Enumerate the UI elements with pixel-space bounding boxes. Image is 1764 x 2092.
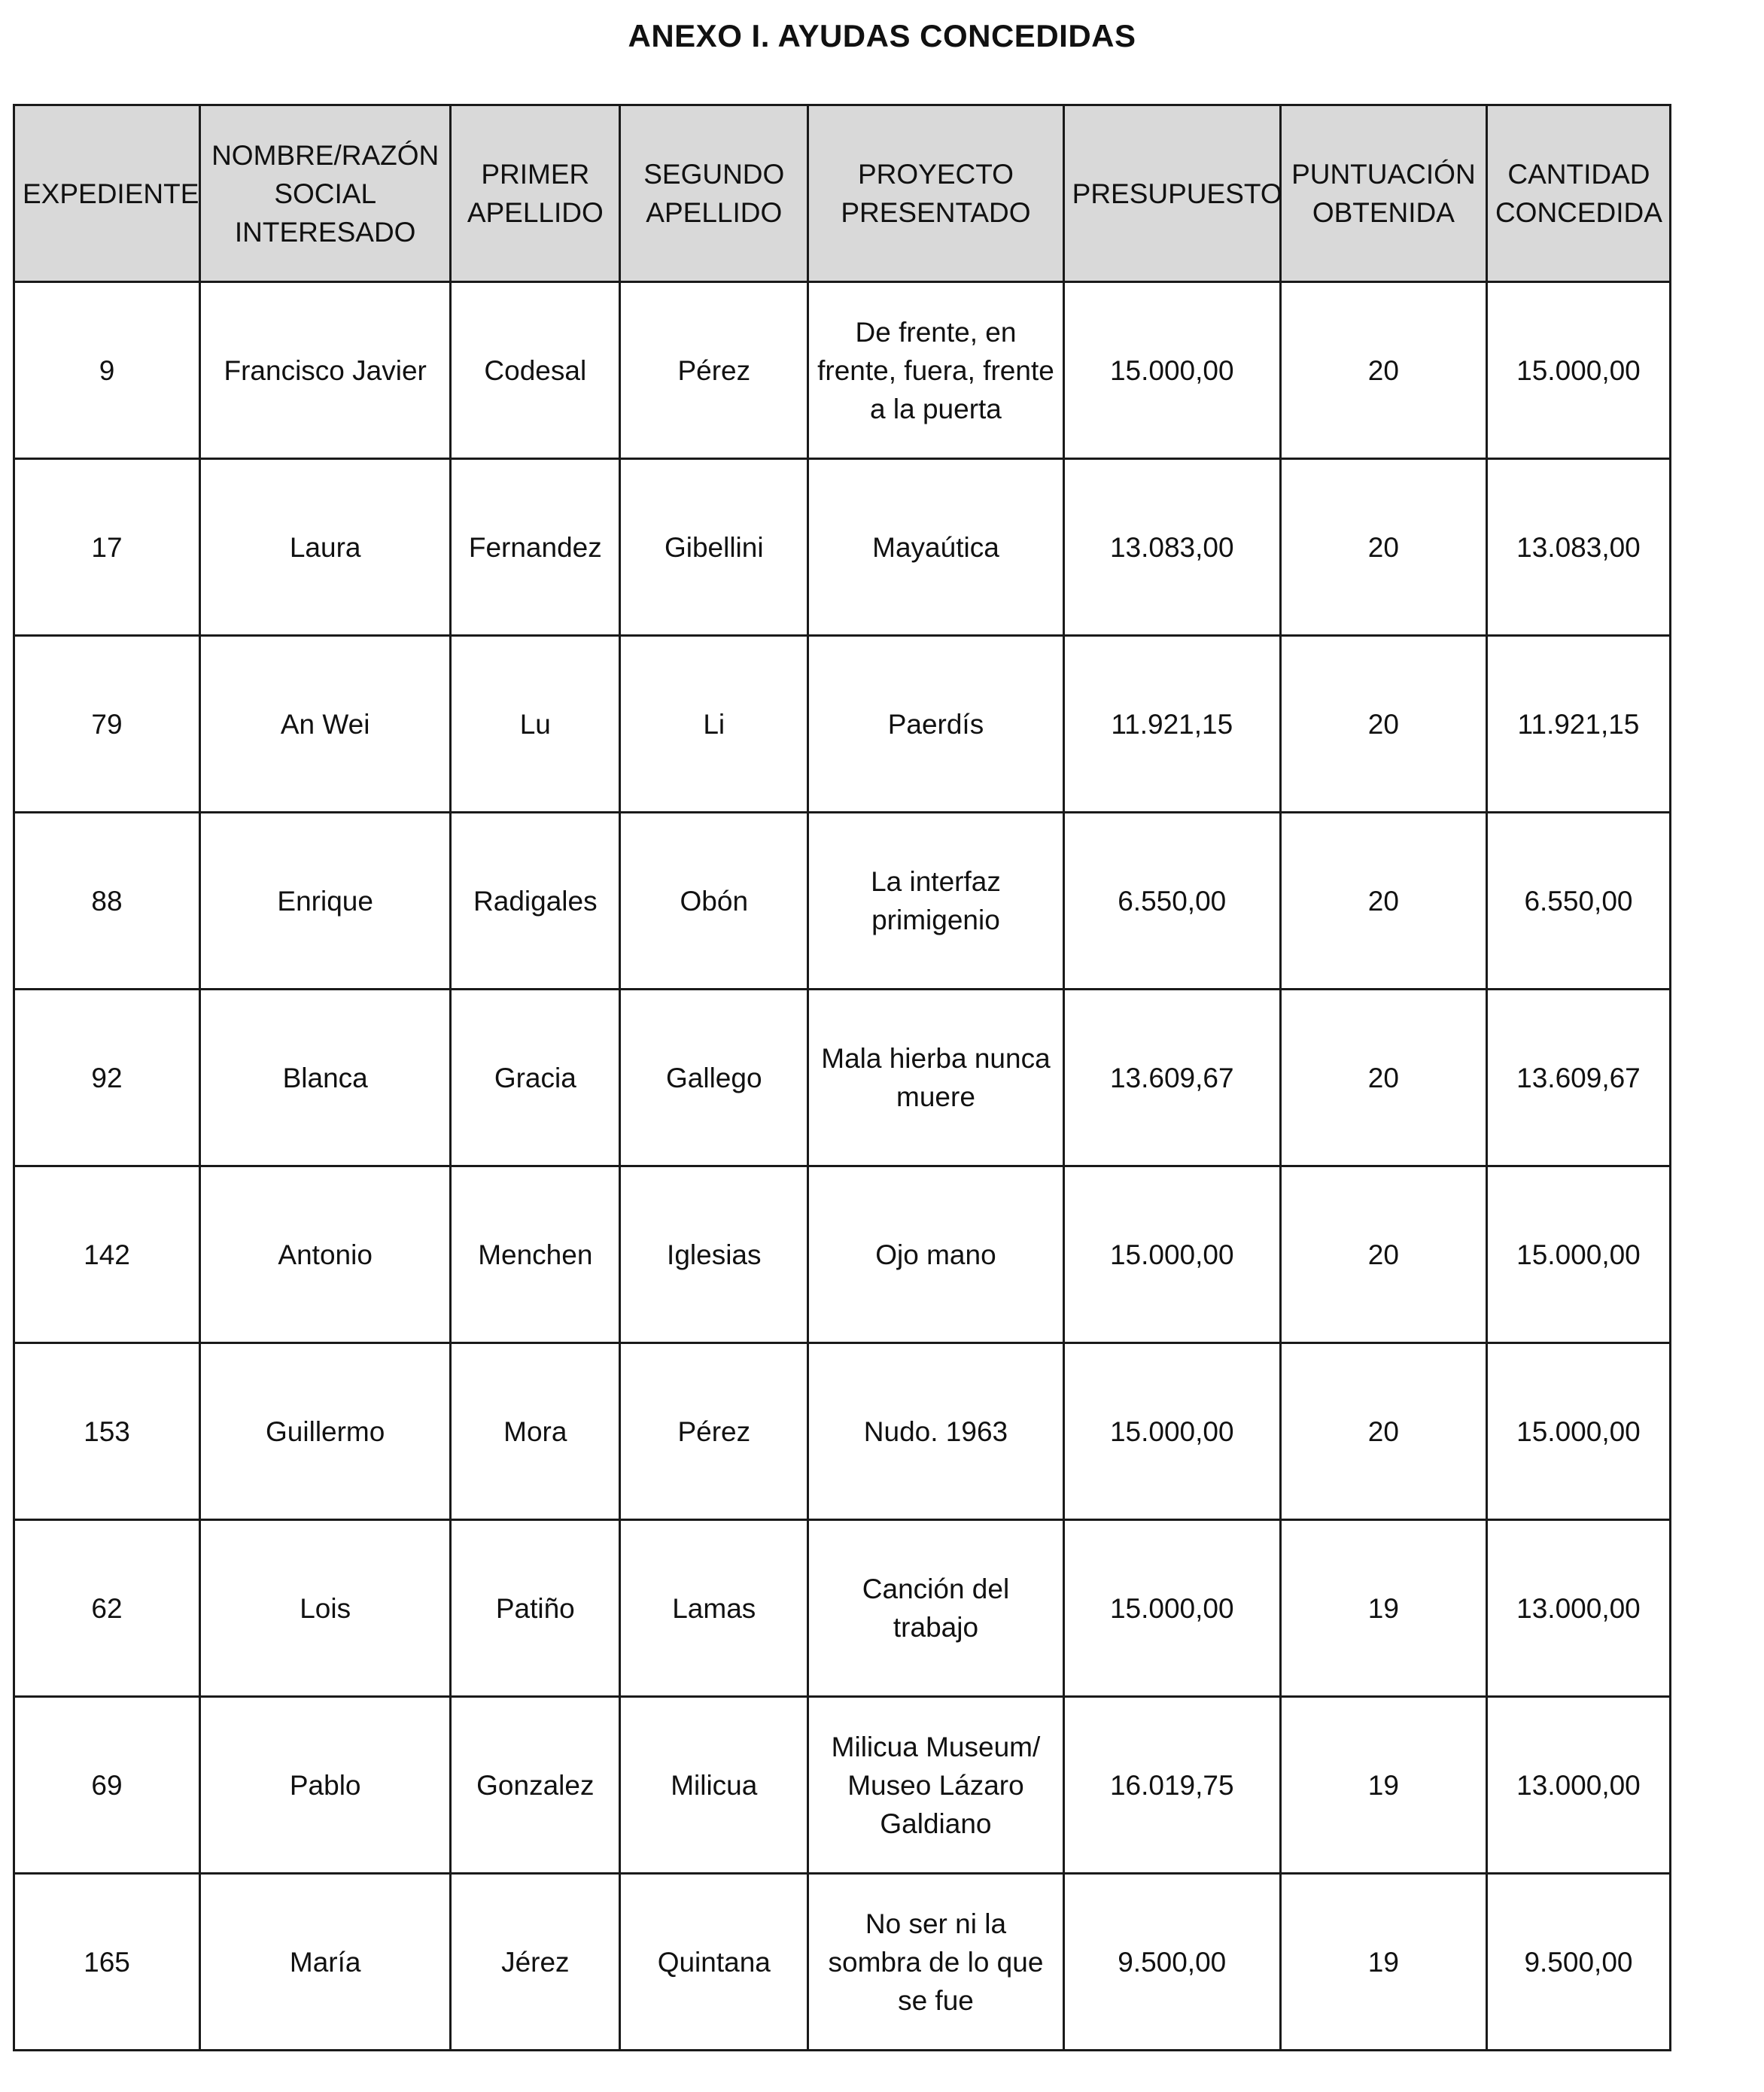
cell-primer-apellido: Gracia: [451, 990, 620, 1166]
cell-nombre: Laura: [200, 459, 451, 636]
table-body: [14, 282, 1671, 2051]
cell-nombre: Blanca: [200, 990, 451, 1166]
cell-proyecto: Nudo. 1963: [808, 1343, 1063, 1520]
cell-cantidad: 9.500,00: [1486, 1874, 1670, 2051]
cell-expediente: 142: [14, 1166, 200, 1343]
cell-expediente: 92: [14, 990, 200, 1166]
table-row: [14, 813, 1671, 990]
cell-puntuacion: 20: [1280, 1166, 1486, 1343]
header-cantidad: CANTIDAD CONCEDIDA: [1486, 105, 1670, 282]
header-expediente: EXPEDIENTE: [14, 105, 200, 282]
cell-puntuacion: 19: [1280, 1697, 1486, 1874]
cell-proyecto: No ser ni la sombra de lo que se fue: [808, 1874, 1063, 2051]
cell-expediente: 62: [14, 1520, 200, 1697]
cell-proyecto: Ojo mano: [808, 1166, 1063, 1343]
cell-proyecto: Mala hierba nunca muere: [808, 990, 1063, 1166]
cell-cantidad: 13.083,00: [1486, 459, 1670, 636]
cell-segundo-apellido: Gallego: [620, 990, 808, 1166]
cell-expediente: 9: [14, 282, 200, 459]
cell-puntuacion: 20: [1280, 813, 1486, 990]
cell-expediente: 79: [14, 636, 200, 813]
cell-primer-apellido: Patiño: [451, 1520, 620, 1697]
cell-cantidad: 13.609,67: [1486, 990, 1670, 1166]
cell-presupuesto: 11.921,15: [1063, 636, 1280, 813]
header-proyecto: PROYECTO PRESENTADO: [808, 105, 1063, 282]
table-row: [14, 1343, 1671, 1520]
cell-segundo-apellido: Milicua: [620, 1697, 808, 1874]
grants-table: [13, 104, 1671, 2051]
header-nombre: NOMBRE/RAZÓN SOCIAL INTERESADO: [200, 105, 451, 282]
cell-expediente: 153: [14, 1343, 200, 1520]
cell-nombre: María: [200, 1874, 451, 2051]
cell-presupuesto: 16.019,75: [1063, 1697, 1280, 1874]
cell-segundo-apellido: Lamas: [620, 1520, 808, 1697]
cell-nombre: An Wei: [200, 636, 451, 813]
cell-primer-apellido: Mora: [451, 1343, 620, 1520]
cell-presupuesto: 6.550,00: [1063, 813, 1280, 990]
cell-expediente: 165: [14, 1874, 200, 2051]
header-primer-apellido: PRIMER APELLIDO: [451, 105, 620, 282]
header-puntuacion: PUNTUACIÓN OBTENIDA: [1280, 105, 1486, 282]
header-row: [14, 105, 1671, 282]
cell-proyecto: Milicua Museum/ Museo Lázaro Galdiano: [808, 1697, 1063, 1874]
cell-proyecto: De frente, en frente, fuera, frente a la puerta: [808, 282, 1063, 459]
cell-nombre: Francisco Javier: [200, 282, 451, 459]
cell-cantidad: 11.921,15: [1486, 636, 1670, 813]
cell-cantidad: 15.000,00: [1486, 1343, 1670, 1520]
cell-primer-apellido: Jérez: [451, 1874, 620, 2051]
cell-primer-apellido: Lu: [451, 636, 620, 813]
cell-segundo-apellido: Obón: [620, 813, 808, 990]
cell-cantidad: 15.000,00: [1486, 282, 1670, 459]
cell-presupuesto: 15.000,00: [1063, 282, 1280, 459]
cell-proyecto: Mayaútica: [808, 459, 1063, 636]
table-header: [14, 105, 1671, 282]
cell-nombre: Lois: [200, 1520, 451, 1697]
cell-presupuesto: 13.609,67: [1063, 990, 1280, 1166]
cell-proyecto: La interfaz primigenio: [808, 813, 1063, 990]
cell-nombre: Pablo: [200, 1697, 451, 1874]
cell-nombre: Antonio: [200, 1166, 451, 1343]
cell-puntuacion: 20: [1280, 459, 1486, 636]
cell-puntuacion: 20: [1280, 990, 1486, 1166]
cell-puntuacion: 20: [1280, 636, 1486, 813]
cell-cantidad: 13.000,00: [1486, 1697, 1670, 1874]
cell-proyecto: Paerdís: [808, 636, 1063, 813]
table-row: [14, 636, 1671, 813]
cell-primer-apellido: Radigales: [451, 813, 620, 990]
cell-nombre: Guillermo: [200, 1343, 451, 1520]
cell-puntuacion: 19: [1280, 1874, 1486, 2051]
header-segundo-apellido: SEGUNDO APELLIDO: [620, 105, 808, 282]
cell-cantidad: 13.000,00: [1486, 1520, 1670, 1697]
table-row: [14, 282, 1671, 459]
table-row: [14, 1520, 1671, 1697]
cell-segundo-apellido: Quintana: [620, 1874, 808, 2051]
header-presupuesto: PRESUPUESTO: [1063, 105, 1280, 282]
cell-presupuesto: 9.500,00: [1063, 1874, 1280, 2051]
table-row: [14, 1874, 1671, 2051]
cell-puntuacion: 20: [1280, 1343, 1486, 1520]
cell-segundo-apellido: Gibellini: [620, 459, 808, 636]
cell-puntuacion: 19: [1280, 1520, 1486, 1697]
cell-cantidad: 6.550,00: [1486, 813, 1670, 990]
cell-primer-apellido: Fernandez: [451, 459, 620, 636]
cell-segundo-apellido: Iglesias: [620, 1166, 808, 1343]
cell-primer-apellido: Codesal: [451, 282, 620, 459]
cell-segundo-apellido: Pérez: [620, 1343, 808, 1520]
cell-segundo-apellido: Li: [620, 636, 808, 813]
cell-puntuacion: 20: [1280, 282, 1486, 459]
cell-primer-apellido: Menchen: [451, 1166, 620, 1343]
table-row: [14, 1697, 1671, 1874]
cell-expediente: 17: [14, 459, 200, 636]
cell-presupuesto: 15.000,00: [1063, 1166, 1280, 1343]
cell-expediente: 69: [14, 1697, 200, 1874]
table-row: [14, 1166, 1671, 1343]
table-row: [14, 459, 1671, 636]
cell-presupuesto: 15.000,00: [1063, 1343, 1280, 1520]
cell-nombre: Enrique: [200, 813, 451, 990]
cell-proyecto: Canción del trabajo: [808, 1520, 1063, 1697]
cell-expediente: 88: [14, 813, 200, 990]
cell-presupuesto: 15.000,00: [1063, 1520, 1280, 1697]
cell-cantidad: 15.000,00: [1486, 1166, 1670, 1343]
cell-segundo-apellido: Pérez: [620, 282, 808, 459]
page-title: ANEXO I. AYUDAS CONCEDIDAS: [628, 18, 1136, 53]
cell-primer-apellido: Gonzalez: [451, 1697, 620, 1874]
cell-presupuesto: 13.083,00: [1063, 459, 1280, 636]
table-row: [14, 990, 1671, 1166]
